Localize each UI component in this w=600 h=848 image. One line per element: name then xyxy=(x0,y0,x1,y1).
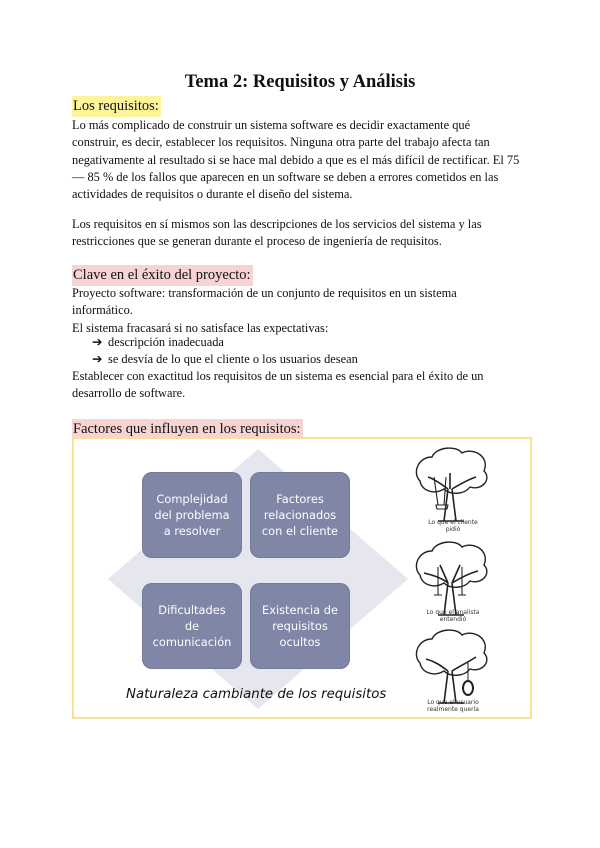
quadrant-dificultades xyxy=(142,583,242,669)
paragraph-requisitos-1 xyxy=(72,117,530,203)
heading-factores: Factores que influyen en los requisitos: xyxy=(72,419,303,440)
quadrant-text: con el cliente xyxy=(261,524,339,538)
quadrant-text: requisitos xyxy=(272,619,328,633)
text-line: Los requisitos en sí mismos son las descripciones de los servicios del sistema y las xyxy=(72,217,482,231)
quadrant-complejidad xyxy=(142,472,242,558)
quadrant-text: Dificultades xyxy=(158,603,226,617)
page-title: Tema 2: Requisitos y Análisis xyxy=(184,72,416,92)
quadrant-text: relacionados xyxy=(263,508,337,522)
text-line: actividades de requisitos o durante el diseño del sistema. xyxy=(72,187,353,202)
arrow-bullet-icon: ➔ xyxy=(92,352,103,366)
text-line: — 85 % de los fallos que aparecen en un software se deben a errores cometidos en las xyxy=(72,169,499,184)
text-line: El sistema fracasará si no satisface las expectativas: xyxy=(72,320,329,335)
figure-caption: Naturaleza cambiante de los requisitos xyxy=(126,687,387,702)
bullet-item xyxy=(92,334,224,351)
bullet-text: se desvía de lo que el cliente o los usuarios desean xyxy=(108,352,358,366)
caption-line: Lo que el cliente xyxy=(428,519,478,526)
arrow-bullet-icon: ➔ xyxy=(92,335,103,349)
quadrant-requisitos-ocultos xyxy=(250,583,350,669)
text-line: desarrollo de software. xyxy=(72,386,186,401)
caption-line: Lo que el usuario xyxy=(427,699,479,706)
text-line: Establecer con exactitud los requisitos de un sistema es esencial para el éxito de un xyxy=(72,369,484,383)
bullet-text: descripción inadecuada xyxy=(108,335,224,349)
paragraph-requisitos-2 xyxy=(72,216,530,251)
heading-clave: Clave en el éxito del proyecto: xyxy=(72,265,253,286)
caption-line: Lo que el analista xyxy=(426,609,480,616)
caption-line: pidió xyxy=(445,526,461,533)
text-line: negativamente al resultado si se hace mal debido a que es el más difícil de rectificar. El 75 xyxy=(72,152,520,167)
factors-figure xyxy=(72,437,532,719)
quadrant-factores-cliente xyxy=(250,472,350,558)
quadrant-text: a resolver xyxy=(163,524,221,538)
text-line: informático. xyxy=(72,303,133,318)
text-line: Lo más complicado de construir un sistema software es decidir exactamente qué xyxy=(72,118,471,132)
quadrant-text: Factores xyxy=(276,492,324,506)
quadrant-text: ocultos xyxy=(279,635,321,649)
text-line: Proyecto software: transformación de un conjunto de requisitos en un sistema xyxy=(72,286,457,300)
quadrant-text: Existencia de xyxy=(262,603,338,617)
paragraph-clave-2 xyxy=(72,368,530,403)
tree-caption-2 xyxy=(410,609,496,623)
tree-caption-3 xyxy=(410,699,496,713)
tree-caption-1 xyxy=(410,519,496,533)
quadrant-text: comunicación xyxy=(152,635,232,649)
heading-requisitos: Los requisitos: xyxy=(72,96,161,117)
text-line: restricciones que se generan durante el proceso de ingeniería de requisitos. xyxy=(72,234,442,249)
paragraph-clave xyxy=(72,285,530,337)
tree-swing-icon xyxy=(410,537,492,617)
quadrant-text: del problema xyxy=(154,508,230,522)
quadrant-text: de xyxy=(184,619,200,633)
quadrant-text: Complejidad xyxy=(156,492,228,506)
caption-line: realmente quería xyxy=(427,706,479,713)
tree-swing-icon xyxy=(410,443,492,523)
bullet-item xyxy=(92,351,358,368)
tree-tire-swing-icon xyxy=(410,625,492,705)
caption-line: entendió xyxy=(439,616,467,623)
text-line: construir, es decir, establecer los requisitos. Ninguna otra parte del trabajo afecta tan xyxy=(72,135,490,150)
